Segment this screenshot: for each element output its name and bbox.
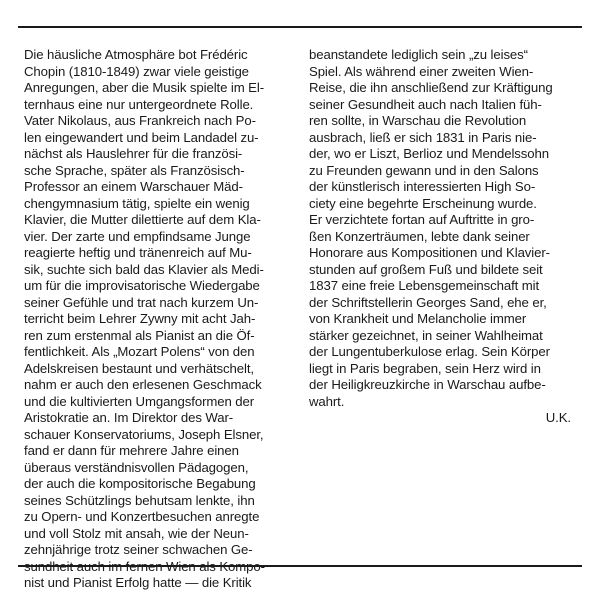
text-line: beanstandete lediglich sein „zu leises“ [309,47,528,62]
text-line: nist und Pianist Erfolg hatte — die Kritik [24,575,252,590]
text-line: um für die improvisatorische Wiedergabe [24,278,260,293]
text-line: reagierte heftig und tränenreich auf Mu- [24,245,252,260]
text-line: Er verzichtete fortan auf Auftritte in gro- [309,212,535,227]
text-line: und die kultivierten Umgangsformen der [24,393,255,409]
text-line: stärker gezeichnet, in seiner Wahlheimat [309,327,543,343]
text-line: ternhaus eine nur untergeordnete Rolle. [24,96,254,112]
text-line: vier. Der zarte und empfindsame Junge [24,228,251,244]
text-line: Vater Nikolaus, aus Frankreich nach Po- [24,113,256,128]
bottom-rule [18,565,582,567]
text-line: der künstlerisch interessierten High So- [309,179,536,194]
text-line: 1837 eine freie Lebensgemeinschaft mit [309,278,540,293]
author-signature: U.K. [545,410,571,425]
text-line: zu Freunden gewann und in den Salons [309,162,539,178]
text-line: nahm er auch den erlesenen Geschmack [24,377,262,392]
text-line: der Heiligkreuzkirche in Warschau aufbe- [309,377,546,392]
text-line: der Schriftstellerin Georges Sand, ehe er, [309,294,547,310]
text-line: zehnjährige trotz seiner schwachen Ge- [24,542,253,557]
text-line: liegt in Paris begraben, sein Herz wird in [309,360,541,376]
text-line: sche Sprache, später als Französisch- [24,162,245,178]
text-line: nächst als Hauslehrer für die französi- [24,146,243,161]
text-line: Professor an einem Warschauer Mäd- [24,179,243,194]
text-line: ren zum erstenmal als Pianist an die Öf- [24,327,255,343]
text-line: ßen Konzerträumen, lebte dank seiner [309,228,530,244]
top-rule [18,26,582,28]
text-line: der Lungentuberkulose erlag. Sein Körper [309,344,550,359]
text-line: und voll Stolz mit ansah, wie der Neun- [24,525,249,541]
text-line: fand er dann für mehrere Jahre einen [24,443,239,458]
text-line: wahrt. [309,393,345,409]
text-line: Adelskreisen bestaunt und verhätschelt, [24,360,254,376]
text-line: Aristokratie an. Im Direktor des War- [24,410,234,425]
text-line: zu Opern- und Konzertbesuchen anregte [24,509,260,524]
text-line: Die häusliche Atmosphäre bot Frédéric [24,47,248,62]
text-line: chengymnasium tätig, spielte ein wenig [24,195,250,211]
text-column-right [309,47,571,427]
text-line: schauer Konservatoriums, Joseph Elsner, [24,426,264,442]
text-line: der auch die kompositorische Begabung [24,476,256,491]
text-line: ciety eine begehrte Erscheinung wurde. [309,195,537,211]
text-line: Anregungen, aber die Musik spielte im El- [24,80,264,95]
text-line: sik, suchte sich bald das Klavier als Medi- [24,261,264,277]
text-line: stunden auf großem Fuß und bildete seit [309,261,543,277]
text-line: Chopin (1810-1849) zwar viele geistige [24,63,249,79]
text-line: ren sollte, in Warschau die Revolution [309,113,527,128]
text-column-left [24,47,286,592]
text-line: seiner Gesundheit auch nach Italien füh- [309,96,542,112]
text-line: seiner Gefühle und trat nach kurzem Un- [24,294,259,310]
text-line: Honorare aus Kompositionen und Klavier- [309,245,550,260]
text-line: Spiel. Als während einer zweiten Wien- [309,63,534,79]
text-line: Reise, die ihn anschließend zur Kräftigung [309,80,553,95]
text-line: seines Schützlings behutsam lenkte, ihn [24,492,255,508]
text-line: der, wo er Liszt, Berlioz und Mendelssohn [309,146,549,161]
text-line: terricht beim Lehrer Zywny mit acht Jah- [24,311,256,326]
text-line: fentlichkeit. Als „Mozart Polens“ von den [24,344,255,359]
text-line: von Krankheit und Melancholie immer [309,311,527,326]
text-line: überaus verständnisvollen Pädagogen, [24,459,249,475]
text-line: Klavier, die Mutter dilettierte auf dem Kla- [24,212,261,227]
text-line: ausbrach, ließ er sich 1831 in Paris nie- [309,129,537,145]
text-line: len eingewandert und beim Landadel zu- [24,129,259,145]
